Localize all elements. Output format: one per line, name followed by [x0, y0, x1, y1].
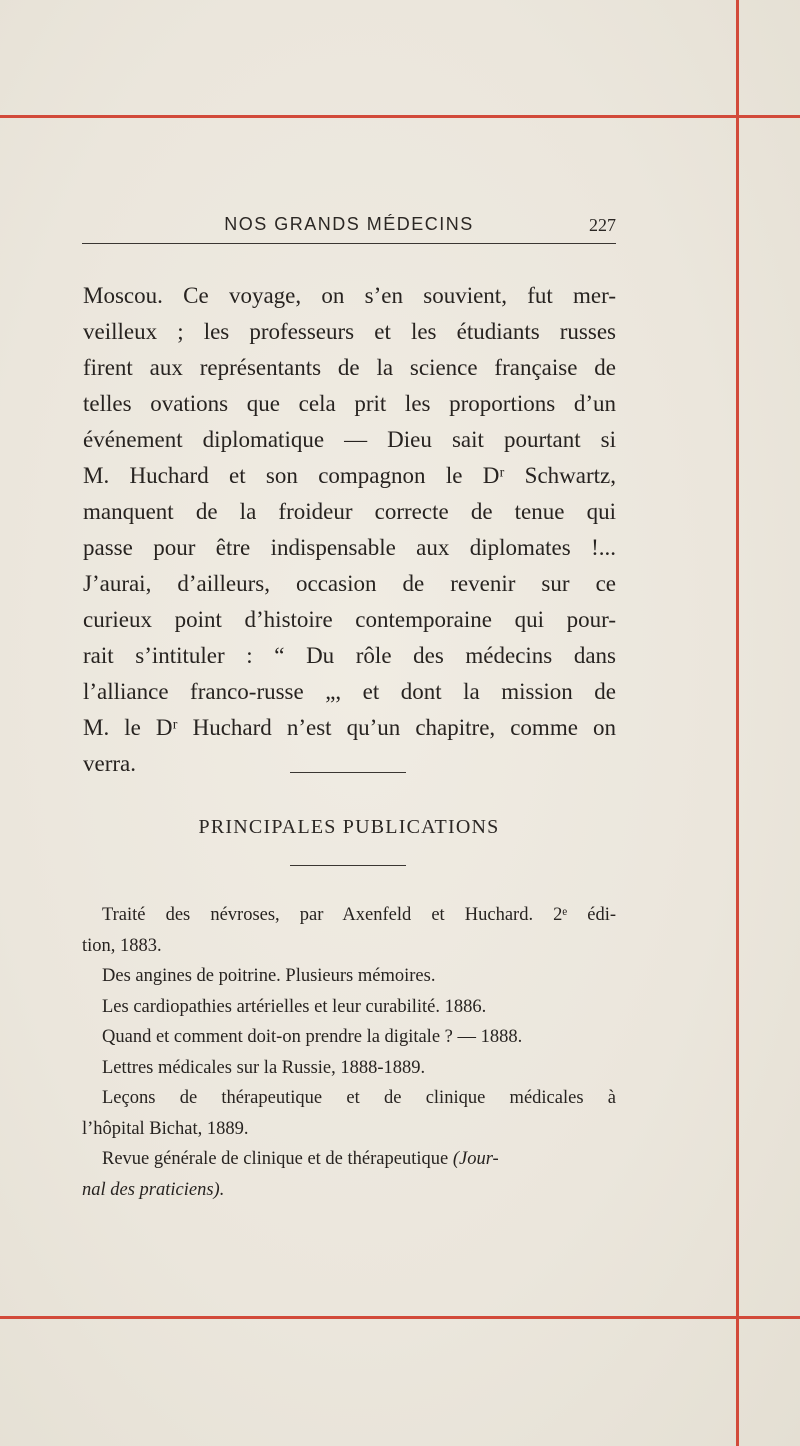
body-line: Moscou. Ce voyage, on s’en souvient, fut mer- — [83, 283, 616, 308]
publication-text-plain: Revue générale de clinique et de thérapeutique — [102, 1149, 453, 1169]
body-line: manquent de la froideur correcte de tenue qui — [83, 499, 616, 524]
running-head-rule — [82, 243, 616, 244]
body-line: firent aux représentants de la science française de — [83, 355, 616, 380]
body-line: M. Huchard et son compagnon le Dʳ Schwartz, — [83, 463, 616, 488]
publication-item — [82, 900, 616, 961]
body-line: événement diplomatique — Dieu sait pourtant si — [83, 427, 616, 452]
body-line: M. le Dʳ Huchard n’est qu’un chapitre, comme on — [83, 715, 616, 740]
red-frame-line-top — [0, 115, 800, 118]
running-head — [82, 214, 616, 240]
publication-item — [82, 1083, 616, 1144]
publication-item — [102, 992, 616, 1023]
publication-item — [102, 1053, 616, 1084]
red-frame-line-bottom — [0, 1316, 800, 1319]
publication-text: Leçons de thérapeutique et de clinique médicales à — [102, 1088, 616, 1108]
publication-text: Traité des névroses, par Axenfeld et Huchard. 2ᵉ édi- — [102, 905, 616, 925]
publication-journal-title-continued: nal des praticiens). — [82, 1179, 225, 1200]
section-divider-top — [290, 772, 406, 773]
body-line: verra. — [83, 751, 136, 776]
section-title: PRINCIPALES PUBLICATIONS — [198, 816, 500, 838]
page-number: 227 — [589, 215, 616, 235]
red-frame-line-right — [736, 0, 739, 1446]
publication-item — [82, 1144, 616, 1205]
body-line: passe pour être indispensable aux diplomates !... — [83, 535, 616, 560]
publication-journal-title: (Jour- — [452, 1149, 499, 1169]
body-line: J’aurai, d’ailleurs, occasion de revenir sur ce — [83, 571, 616, 596]
body-line: telles ovations que cela prit les proportions d’un — [83, 391, 616, 416]
publication-text: Quand et comment doit-on prendre la digitale ? — 1888. — [102, 1027, 523, 1047]
running-head-title: NOS GRANDS MÉDECINS — [224, 214, 474, 234]
publication-text: Des angines de poitrine. Plusieurs mémoires. — [102, 966, 436, 986]
section-divider-bottom — [290, 865, 406, 866]
publication-item — [102, 1022, 616, 1053]
body-paragraph — [83, 278, 616, 782]
publication-text-continued: tion, 1883. — [82, 935, 162, 956]
body-line: veilleux ; les professeurs et les étudiants russes — [83, 319, 616, 344]
body-line: rait s’intituler : “ Du rôle des médecins dans — [83, 643, 616, 668]
publication-text-continued: l’hôpital Bichat, 1889. — [82, 1118, 249, 1139]
publication-text: Lettres médicales sur la Russie, 1888-1889. — [102, 1057, 426, 1078]
body-line: curieux point d’histoire contemporaine qui pour- — [83, 607, 616, 632]
body-line: l’alliance franco-russe „, et dont la mission de — [83, 679, 616, 704]
publication-text — [102, 1144, 616, 1175]
publication-item — [102, 961, 616, 992]
publication-text: Les cardiopathies artérielles et leur curabilité. 1886. — [102, 996, 487, 1017]
publication-list — [82, 900, 616, 1205]
